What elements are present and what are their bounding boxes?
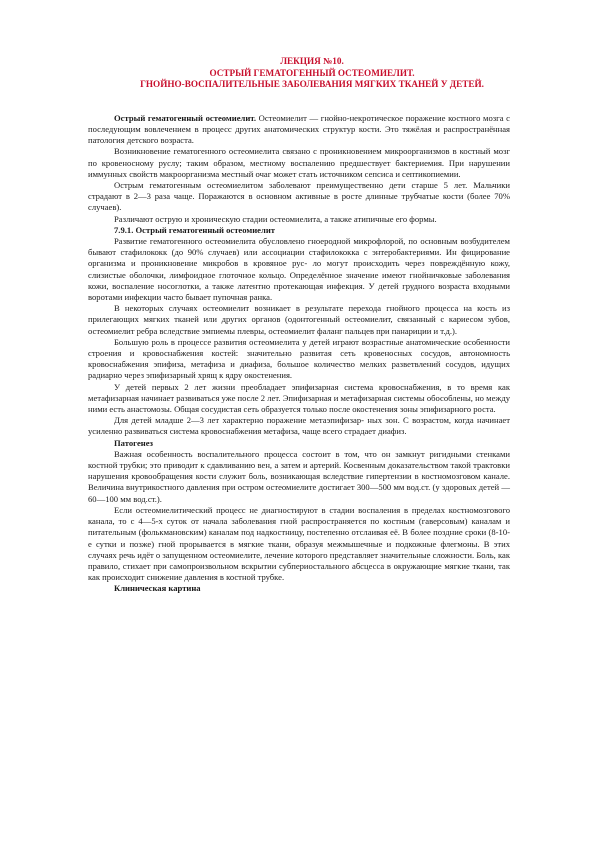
lecture-subtitle: ГНОЙНО-ВОСПАЛИТЕЛЬНЫЕ ЗАБОЛЕВАНИЯ МЯГКИХ ТКАНЕЙ У ДЕТЕЙ. (140, 79, 484, 90)
paragraph: Для детей младше 2—3 лет характерно поражение метаэпифизар- ных зон. С возрастом, когда начинает усиленно развиваться система кровоснабжения метафиза, чаще всего страдает диафиз. (88, 415, 510, 437)
intro-term: Острый гематогенный остеомиелит. (114, 112, 257, 123)
paragraph: Важная особенность воспалительного процесса состоит в том, что он замкнут ригидными стенками костной трубки; это приводит к сдавливанию вен, а затем и артерий. Косвенным доказательством такой трактовки нарушения кровообращения кости служит боль, возникающая вследствие гипертензии в костномозговом канале. Величина внутрикостного давления при остром остеомиелите достигает 300—500 мм вод.ст. (у здоровых детей — 60—100 мм вод.ст.). (88, 448, 510, 504)
lecture-number: ЛЕКЦИЯ №10. (280, 56, 344, 66)
intro-definition: Остеомиелит — гнойно-некротическое поражение костного мозга с последующим вовлечением в процесс других анатомических структур кости. Это тяжёлая и распространённая патология детского возраста. (88, 112, 510, 146)
paragraph: Если остеомиелитический процесс не диагностируют в стадии воспаления в пределах костномозгового канала, то с 4—5-х суток от начала заболевания гной распространяется по костным (гаверсовым) каналам и питательным (фолькмановским) каналам под надкостницу, постепенно отслаивая её. В более поздние сроки (8-10-е сутки и позже) гной прорывается в мягкие ткани, образуя межмышечные и подкожные флегмоны. В этих случаях речь идёт о запущенном остеомиелите, лечение которого представляет значительные сложности. Боль, как правило, стихает при самопроизвольном вскрытии субпериостального абсцесса в окружающие мягкие ткани, так как происходит снижение давления в костной трубке. (88, 504, 510, 583)
paragraph: Различают острую и хроническую стадии остеомиелита, а также атипичные его формы. (114, 213, 437, 224)
section-heading-pathogenesis: Патогенез (114, 437, 153, 448)
paragraph: Развитие гематогенного остеомиелита обусловлено гноеродной микрофлорой, по основным возбудителем бывают стафилококк (до 90% случаев) или ассоциации стафилококка с энтеробактериями. Ин фицирование организма и проникновение микробов в кровяное рус- ло могут происходить через повреждённую кожу, слизистые оболочки, лимфоидное глоточное кольцо. Определённое значение имеют гнойничковые заболевания кожи, воспаление носоглотки, а также латентно протекающая инфекция. У детей грудного возраста входными воротами инфекции часто бывает пупочная ранка. (88, 236, 510, 303)
paragraph: В некоторых случаях остеомиелит возникает в результате перехода гнойного процесса на кость из прилегающих мягких тканей или других органов (одонтогенный остеомиелит, связанный с кариесом зубов, остеомиелит ребра вследствие эмпиемы плевры, остеомиелит фаланг пальцев при панариции и т.д.). (88, 303, 510, 336)
section-heading-clinical: Клиническая картина (114, 583, 201, 594)
paragraph: Острым гематогенным остеомиелитом заболевают преимущественно дети старше 5 лет. Мальчики страдают в 2—3 раза чаще. Поражаются в основном активные в росте длинные трубчатые кости (более 70% случаев). (88, 180, 510, 213)
lecture-heading (88, 56, 510, 91)
intro-paragraph (88, 113, 510, 147)
paragraph: Большую роль в процессе развития остеомиелита у детей играют возрастные анатомические особенности строения и кровоснабжения костей: значительно развитая сеть кровеносных сосудов, автономность кровоснабжения эпифиза, метафиза и диафиза, большое количество мелких разветвлений сосудов, идущих радиарно через эпифизарный хрящ к ядру окостенения. (88, 336, 510, 381)
document-page (88, 56, 510, 595)
paragraph: Возникновение гематогенного остеомиелита связано с проникновением микроорганизмов в костный мозг по кровеносному руслу; таким образом, местному воспалению предшествует бактериемия. При нарушении иммунных свойств макроорганизма местный очаг может стать источником сепсиса и септикопиемии. (88, 146, 510, 179)
paragraph: У детей первых 2 лет жизни преобладает эпифизарная система кровоснабжения, в то время как метафизарная начинает развиваться уже после 2 лет. Эпифизарная и метафизарная системы обособлены, но между ними есть анастомозы. Общая сосудистая сеть образуется только после окостенения зоны эпифизарного роста. (88, 381, 510, 415)
lecture-title: ОСТРЫЙ ГЕМАТОГЕННЫЙ ОСТЕОМИЕЛИТ. (209, 67, 415, 78)
section-heading-791: 7.9.1. Острый гематогенный остеомиелит (114, 224, 275, 235)
